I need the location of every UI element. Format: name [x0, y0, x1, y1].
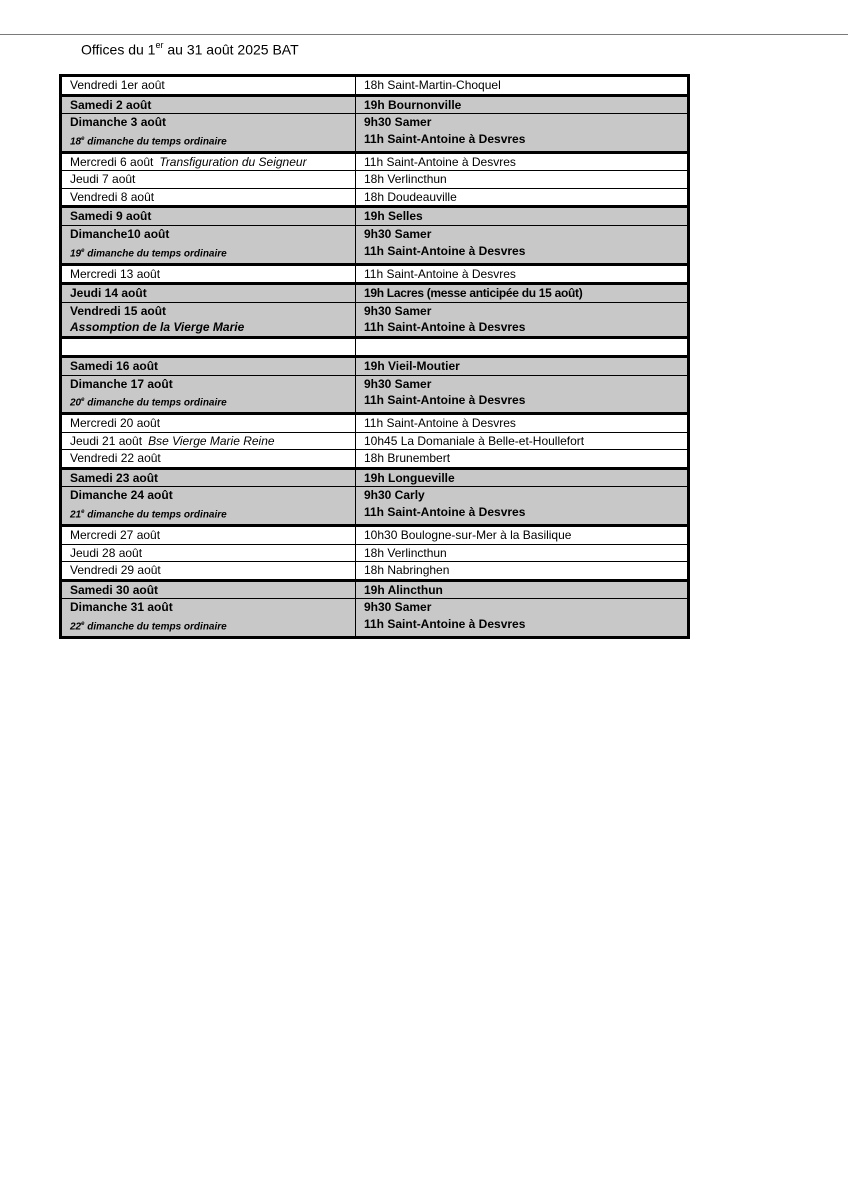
table-row	[61, 580, 689, 599]
table-row	[61, 302, 689, 337]
table-row	[61, 599, 689, 638]
schedule-table	[59, 74, 690, 639]
day-cell: Jeudi 7 août	[61, 171, 356, 189]
table-row	[61, 375, 689, 414]
day-cell: Mercredi 27 août	[61, 525, 356, 544]
day-cell: Samedi 2 août	[61, 95, 356, 114]
day-cell: Samedi 9 août	[61, 207, 356, 226]
table-row	[61, 152, 689, 171]
table-row	[61, 468, 689, 487]
top-rule	[0, 34, 848, 35]
table-row	[61, 207, 689, 226]
day-cell: Mercredi 13 août	[61, 264, 356, 284]
day-cell: Mercredi 20 août	[61, 414, 356, 433]
day-cell: Dimanche 3 août 18e dimanche du temps ordinaire	[61, 114, 356, 153]
mass-cell: 9h30 Samer 11h Saint-Antoine à Desvres	[356, 226, 689, 265]
mass-cell: 19h Longueville	[356, 468, 689, 487]
mass-cell: 18h Saint-Martin-Choquel	[356, 76, 689, 96]
mass-cell: 18h Verlincthun	[356, 171, 689, 189]
table-row	[61, 188, 689, 207]
table-row	[61, 226, 689, 265]
mass-cell: 9h30 Samer 11h Saint-Antoine à Desvres	[356, 114, 689, 153]
table-row	[61, 114, 689, 153]
day-cell: Jeudi 14 août	[61, 284, 356, 303]
table-row	[61, 171, 689, 189]
mass-cell: 18h Brunembert	[356, 450, 689, 469]
mass-cell: 11h Saint-Antoine à Desvres	[356, 152, 689, 171]
mass-cell: 18h Verlincthun	[356, 544, 689, 562]
day-cell: Dimanche10 août 19e dimanche du temps ordinaire	[61, 226, 356, 265]
mass-cell: 9h30 Samer 11h Saint-Antoine à Desvres	[356, 599, 689, 638]
day-cell: Jeudi 28 août	[61, 544, 356, 562]
table-row	[61, 432, 689, 450]
mass-cell: 19h Lacres (messe anticipée du 15 août)	[356, 284, 689, 303]
table-row	[61, 284, 689, 303]
mass-cell: 11h Saint-Antoine à Desvres	[356, 264, 689, 284]
day-cell: Dimanche 31 août 22e dimanche du temps ordinaire	[61, 599, 356, 638]
mass-cell: 19h Selles	[356, 207, 689, 226]
table-row	[61, 414, 689, 433]
table-row	[61, 356, 689, 375]
mass-cell: 9h30 Carly 11h Saint-Antoine à Desvres	[356, 487, 689, 526]
mass-cell: 18h Doudeauville	[356, 188, 689, 207]
mass-cell: 10h45 La Domaniale à Belle-et-Houllefort	[356, 432, 689, 450]
table-row	[61, 487, 689, 526]
mass-cell: 18h Nabringhen	[356, 562, 689, 581]
mass-cell: 19h Vieil-Moutier	[356, 356, 689, 375]
day-cell: Jeudi 21 août Bse Vierge Marie Reine	[61, 432, 356, 450]
day-cell: Samedi 16 août	[61, 356, 356, 375]
mass-cell: 19h Alincthun	[356, 580, 689, 599]
table-row	[61, 525, 689, 544]
table-row	[61, 562, 689, 581]
mass-cell: 9h30 Samer 11h Saint-Antoine à Desvres	[356, 375, 689, 414]
mass-cell: 9h30 Samer 11h Saint-Antoine à Desvres	[356, 302, 689, 337]
table-row	[61, 76, 689, 96]
table-row	[61, 450, 689, 469]
mass-cell: 11h Saint-Antoine à Desvres	[356, 414, 689, 433]
empty-row	[61, 337, 689, 356]
day-cell: Dimanche 24 août 21e dimanche du temps ordinaire	[61, 487, 356, 526]
day-cell: Vendredi 29 août	[61, 562, 356, 581]
mass-cell: 10h30 Boulogne-sur-Mer à la Basilique	[356, 525, 689, 544]
day-cell: Vendredi 22 août	[61, 450, 356, 469]
document-title: Offices du 1er au 31 août 2025 BAT	[81, 40, 299, 58]
day-cell: Dimanche 17 août 20e dimanche du temps ordinaire	[61, 375, 356, 414]
day-cell: Samedi 30 août	[61, 580, 356, 599]
day-cell: Vendredi 8 août	[61, 188, 356, 207]
empty-cell	[61, 337, 356, 356]
day-cell: Samedi 23 août	[61, 468, 356, 487]
mass-cell: 19h Bournonville	[356, 95, 689, 114]
day-cell: Mercredi 6 août Transfiguration du Seigneur	[61, 152, 356, 171]
table-row	[61, 544, 689, 562]
day-cell: Vendredi 1er août	[61, 76, 356, 96]
empty-cell	[356, 337, 689, 356]
table-row	[61, 95, 689, 114]
day-cell: Vendredi 15 août Assomption de la Vierge Marie	[61, 302, 356, 337]
table-row	[61, 264, 689, 284]
